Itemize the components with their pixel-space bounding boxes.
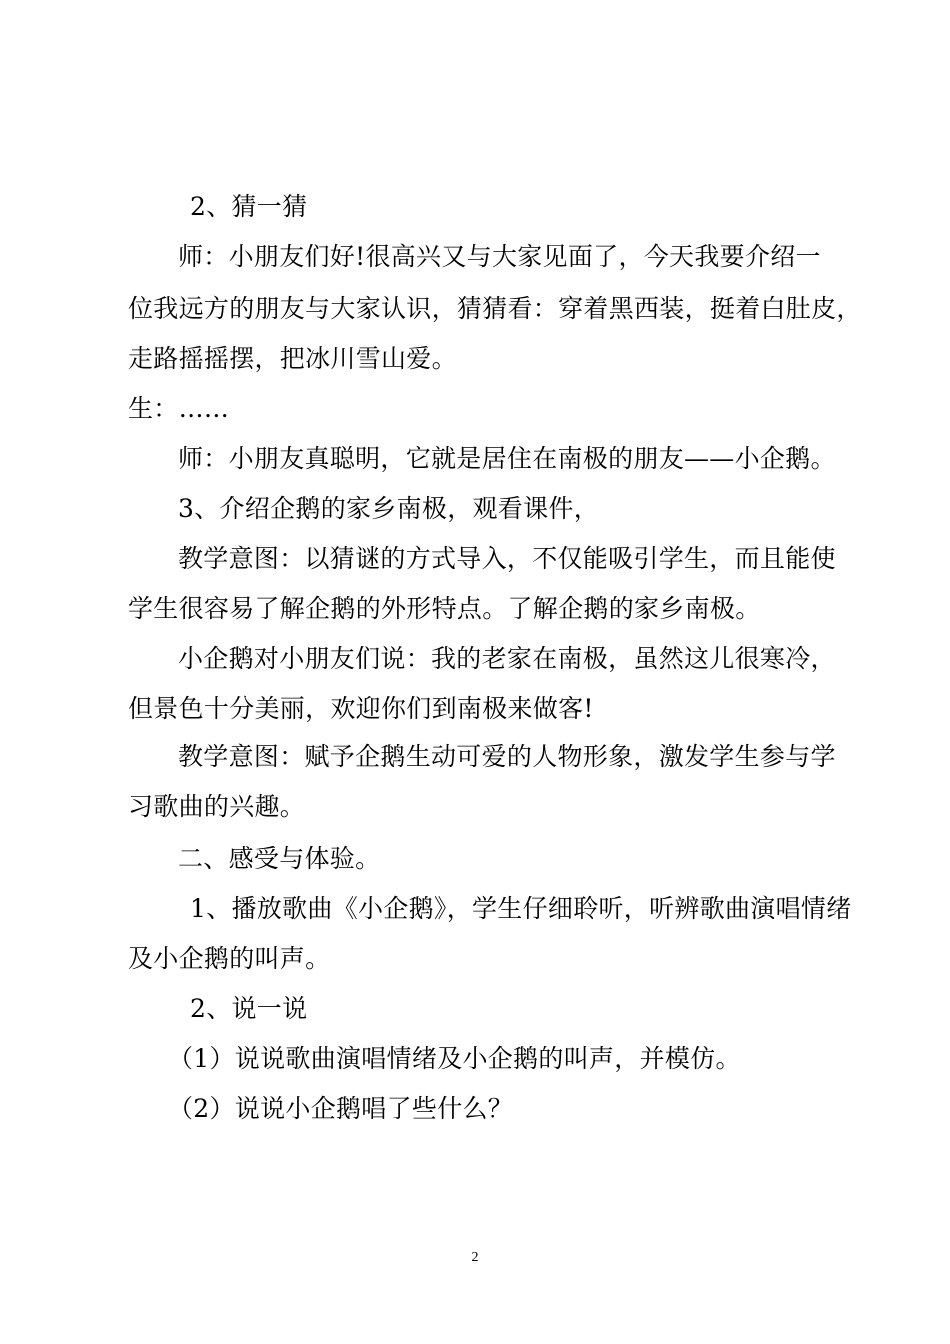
text-line: 1、播放歌曲《小企鹅》，学生仔细聆听，听辨歌曲演唱情绪 (190, 894, 852, 923)
text-line: 但景色十分美丽，欢迎你们到南极来做客! (128, 694, 594, 723)
text-line: 3、介绍企鹅的家乡南极，观看课件， (178, 494, 600, 523)
text-line: 2、猜一猜 (190, 192, 308, 221)
text-line: 教学意图：以猜谜的方式导入，不仅能吸引学生，而且能使 (178, 544, 836, 573)
text-line: （2）说说小企鹅唱了些什么？ (168, 1094, 514, 1123)
text-line: 师：小朋友真聪明，它就是居住在南极的朋友——小企鹅。 (178, 444, 836, 473)
text-line: 学生很容易了解企鹅的外形特点。了解企鹅的家乡南极。 (128, 594, 761, 623)
text-line: 及小企鹅的叫声。 (128, 944, 331, 973)
text-line: （1）说说歌曲演唱情绪及小企鹅的叫声，并模仿。 (168, 1044, 741, 1073)
page-number: 2 (471, 1250, 479, 1265)
text-line: 2、说一说 (190, 994, 308, 1023)
text-line: 习歌曲的兴趣。 (128, 792, 306, 821)
text-line: 走路摇摇摆，把冰川雪山爱。 (128, 344, 457, 373)
section-heading: 二、感受与体验。 (178, 844, 381, 873)
text-line: 小企鹅对小朋友们说：我的老家在南极，虽然这儿很寒冷， (178, 644, 836, 673)
text-line: 师：小朋友们好!很高兴又与大家见面了，今天我要介绍一 (178, 242, 821, 271)
text-line: 教学意图：赋予企鹅生动可爱的人物形象，激发学生参与学 (178, 742, 836, 771)
text-line: 生：…… (128, 394, 230, 423)
text-line: 位我远方的朋友与大家认识，猜猜看：穿着黑西装，挺着白肚皮， (128, 294, 862, 323)
